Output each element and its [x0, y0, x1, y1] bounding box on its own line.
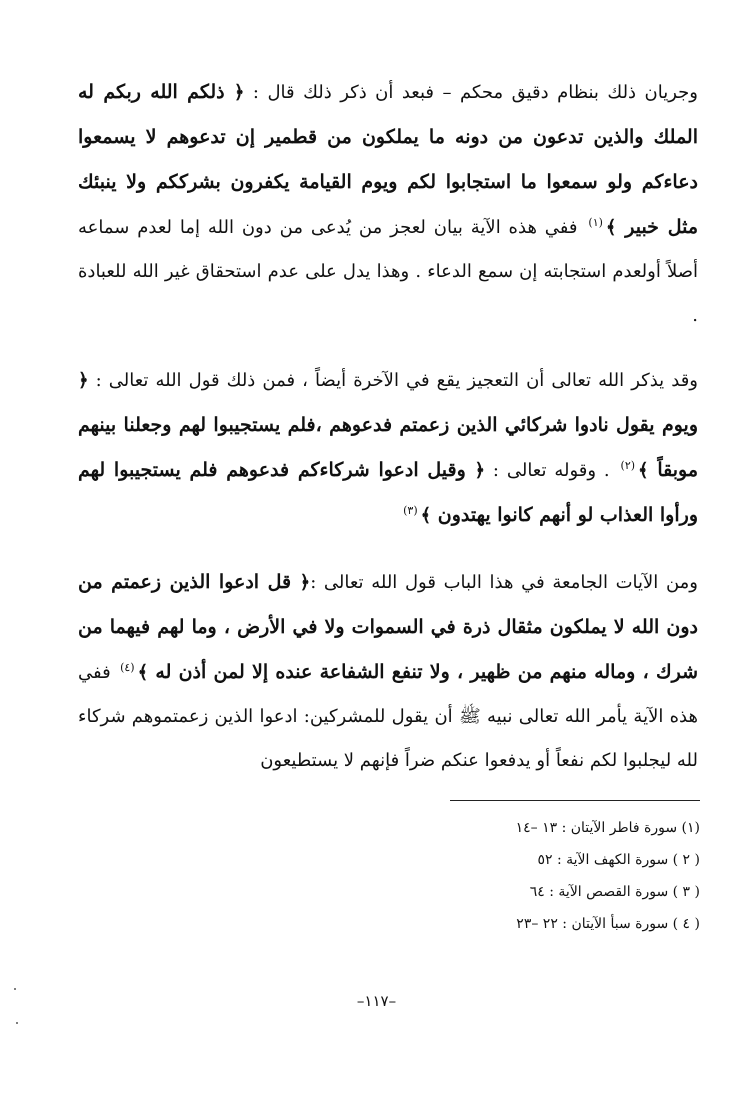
footnote-ref-3: (٣) — [403, 504, 418, 517]
paragraph-3-rest: ففي هذه الآية يأمر الله تعالى نبيه ﷺ أن يقول للمشركين: ادعوا الذين زعمتموهم شركاء لله ليجلبوا لكم نفعاً أو يدفعوا عنكم ضراً فإنهم لا يستطيعون — [78, 662, 698, 771]
footnote-divider — [450, 800, 700, 801]
paragraph-2-intro: وقد يذكر الله تعالى أن التعجيز يقع في الآخرة أيضاً ، فمن ذلك قول الله تعالى : — [88, 370, 698, 391]
scan-speck — [16, 1022, 18, 1024]
footnote-item: (١) سورة فاطر الآيتان : ١٣ –١٤ — [515, 820, 700, 836]
paragraph-2-middle: . وقوله تعالى : — [485, 460, 618, 481]
quran-open-bracket: ﴿ — [299, 572, 311, 593]
footnote-ref-4: (٤) — [120, 661, 135, 674]
quran-close-bracket: ﴾ — [420, 505, 432, 526]
quran-open-bracket: ﴿ — [474, 460, 486, 481]
paragraph-3 — [78, 560, 698, 783]
quran-open-bracket: ﴿ — [233, 82, 245, 103]
footnote-item: ( ٣ ) سورة القصص الآية : ٦٤ — [529, 884, 700, 900]
footnote-item: ( ٢ ) سورة الكهف الآية : ٥٢ — [537, 852, 700, 868]
quran-verse-quote: ويوم يقول نادوا شركائي الذين زعمتم فدعوهم ،فلم يستجيبوا لهم وجعلنا بينهم موبقاً — [78, 414, 699, 481]
quran-open-bracket: ﴿ — [78, 370, 89, 391]
quran-close-bracket: ﴾ — [605, 217, 617, 238]
footnotes — [360, 812, 700, 940]
paragraph-1-rest: ففي هذه الآية بيان لعجز من يُدعى من دون الله إما لعدم سماعه أصلاً أولعدم استجابته إن سمع الدعاء . وهذا يدل على عدم استحقاق غير الله للعبادة . — [78, 217, 698, 326]
quran-close-bracket: ﴾ — [638, 460, 649, 481]
quran-verse-quote: وقيل ادعوا شركاءكم فدعوهم فلم يستجيبوا لهم ورأوا العذاب لو أنهم كانوا يهتدون — [78, 459, 698, 526]
paragraph-1 — [78, 70, 698, 338]
quran-verse-quote: قل ادعوا الذين زعمتم من دون الله لا يملكون مثقال ذرة في السموات ولا في الأرض ، وما لهم فيهما من شرك ، وماله منهم من ظهير ، ولا تنفع الشفاعة عنده إلا لمن أذن له — [78, 571, 699, 683]
footnote-item: ( ٤ ) سورة سبأ الآيتان : ٢٢ –٢٣ — [516, 916, 700, 932]
paragraph-2 — [78, 358, 698, 538]
quran-verse-quote: ذلكم الله ربكم له الملك والذين تدعون من دونه ما يملكون من قطمير إن تدعوهم لا يسمعوا دعاءكم ولو سمعوا ما استجابوا لكم ويوم القيامة يكفرون بشرككم ولا ينبئك مثل خبير — [78, 81, 698, 238]
footnote-ref-1: (١) — [588, 216, 603, 229]
page-number: –١١٧– — [356, 992, 397, 1010]
scan-speck — [14, 988, 16, 990]
paragraph-3-intro: ومن الآيات الجامعة في هذا الباب قول الله تعالى : — [310, 572, 698, 593]
footnote-ref-2: (٢) — [620, 459, 636, 472]
quran-close-bracket: ﴾ — [137, 662, 149, 683]
paragraph-1-intro: وجريان ذلك بنظام دقيق محكم – فبعد أن ذكر ذلك قال : — [244, 82, 698, 103]
